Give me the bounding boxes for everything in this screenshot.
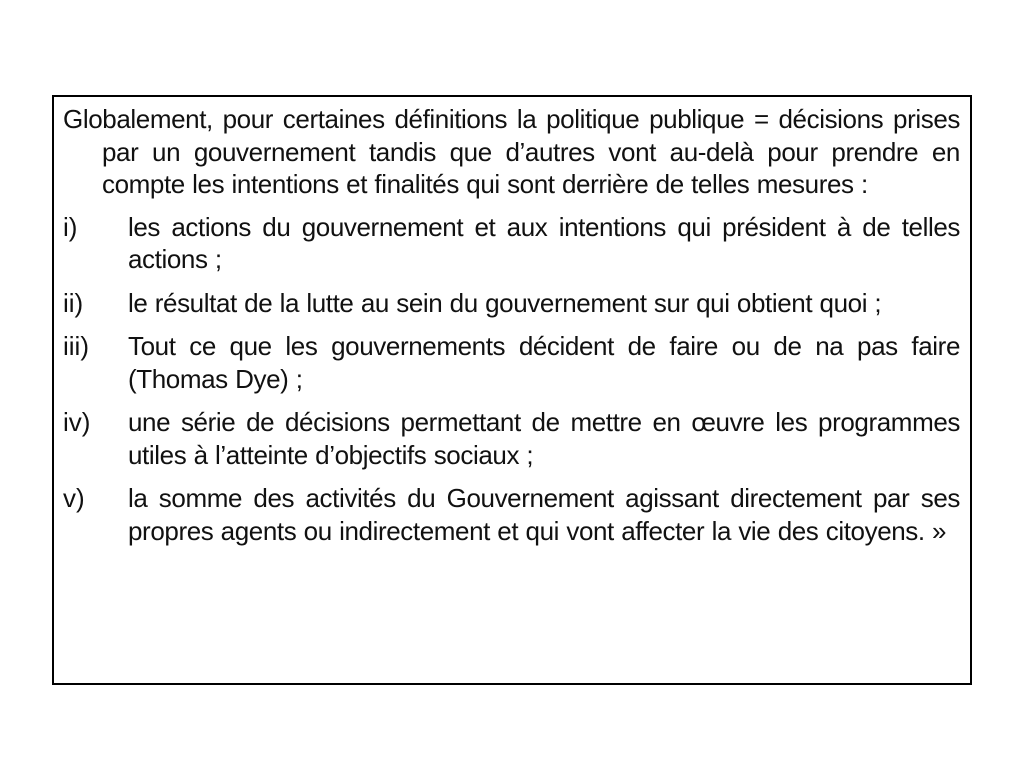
- list-marker: iv): [63, 407, 91, 437]
- list-marker: iii): [63, 331, 89, 361]
- list-item: [63, 287, 960, 320]
- list-item: [63, 330, 960, 395]
- list-item: [63, 211, 960, 276]
- list-marker: v): [63, 483, 85, 513]
- list-marker: i): [63, 211, 78, 242]
- list-item: [63, 406, 960, 471]
- list-item-text: Tout ce que les gouvernements décident de faire ou de na pas faire (Thomas Dye) ;: [128, 331, 960, 394]
- list-item-text: la somme des activités du Gouvernement agissant directement par ses propres agents ou indirectement et qui vont affecter la vie des citoyens. »: [128, 483, 960, 546]
- definitions-list: [63, 211, 960, 548]
- list-item-text: les actions du gouvernement et aux intentions qui président à de telles actions ;: [128, 211, 960, 274]
- definition-text-box: [52, 95, 972, 685]
- list-marker: ii): [63, 287, 84, 318]
- list-item: [63, 482, 960, 547]
- list-item-text: une série de décisions permettant de mettre en œuvre les programmes utiles à l’atteinte d’objectifs sociaux ;: [128, 407, 960, 470]
- list-item-text: le résultat de la lutte au sein du gouvernement sur qui obtient quoi ;: [128, 287, 882, 318]
- intro-paragraph: Globalement, pour certaines définitions la politique publique = décisions prises par un gouvernement tandis que d’autres vont au-delà pour prendre en compte les intentions et finalités qui sont derrière de telles mesures :: [63, 104, 960, 199]
